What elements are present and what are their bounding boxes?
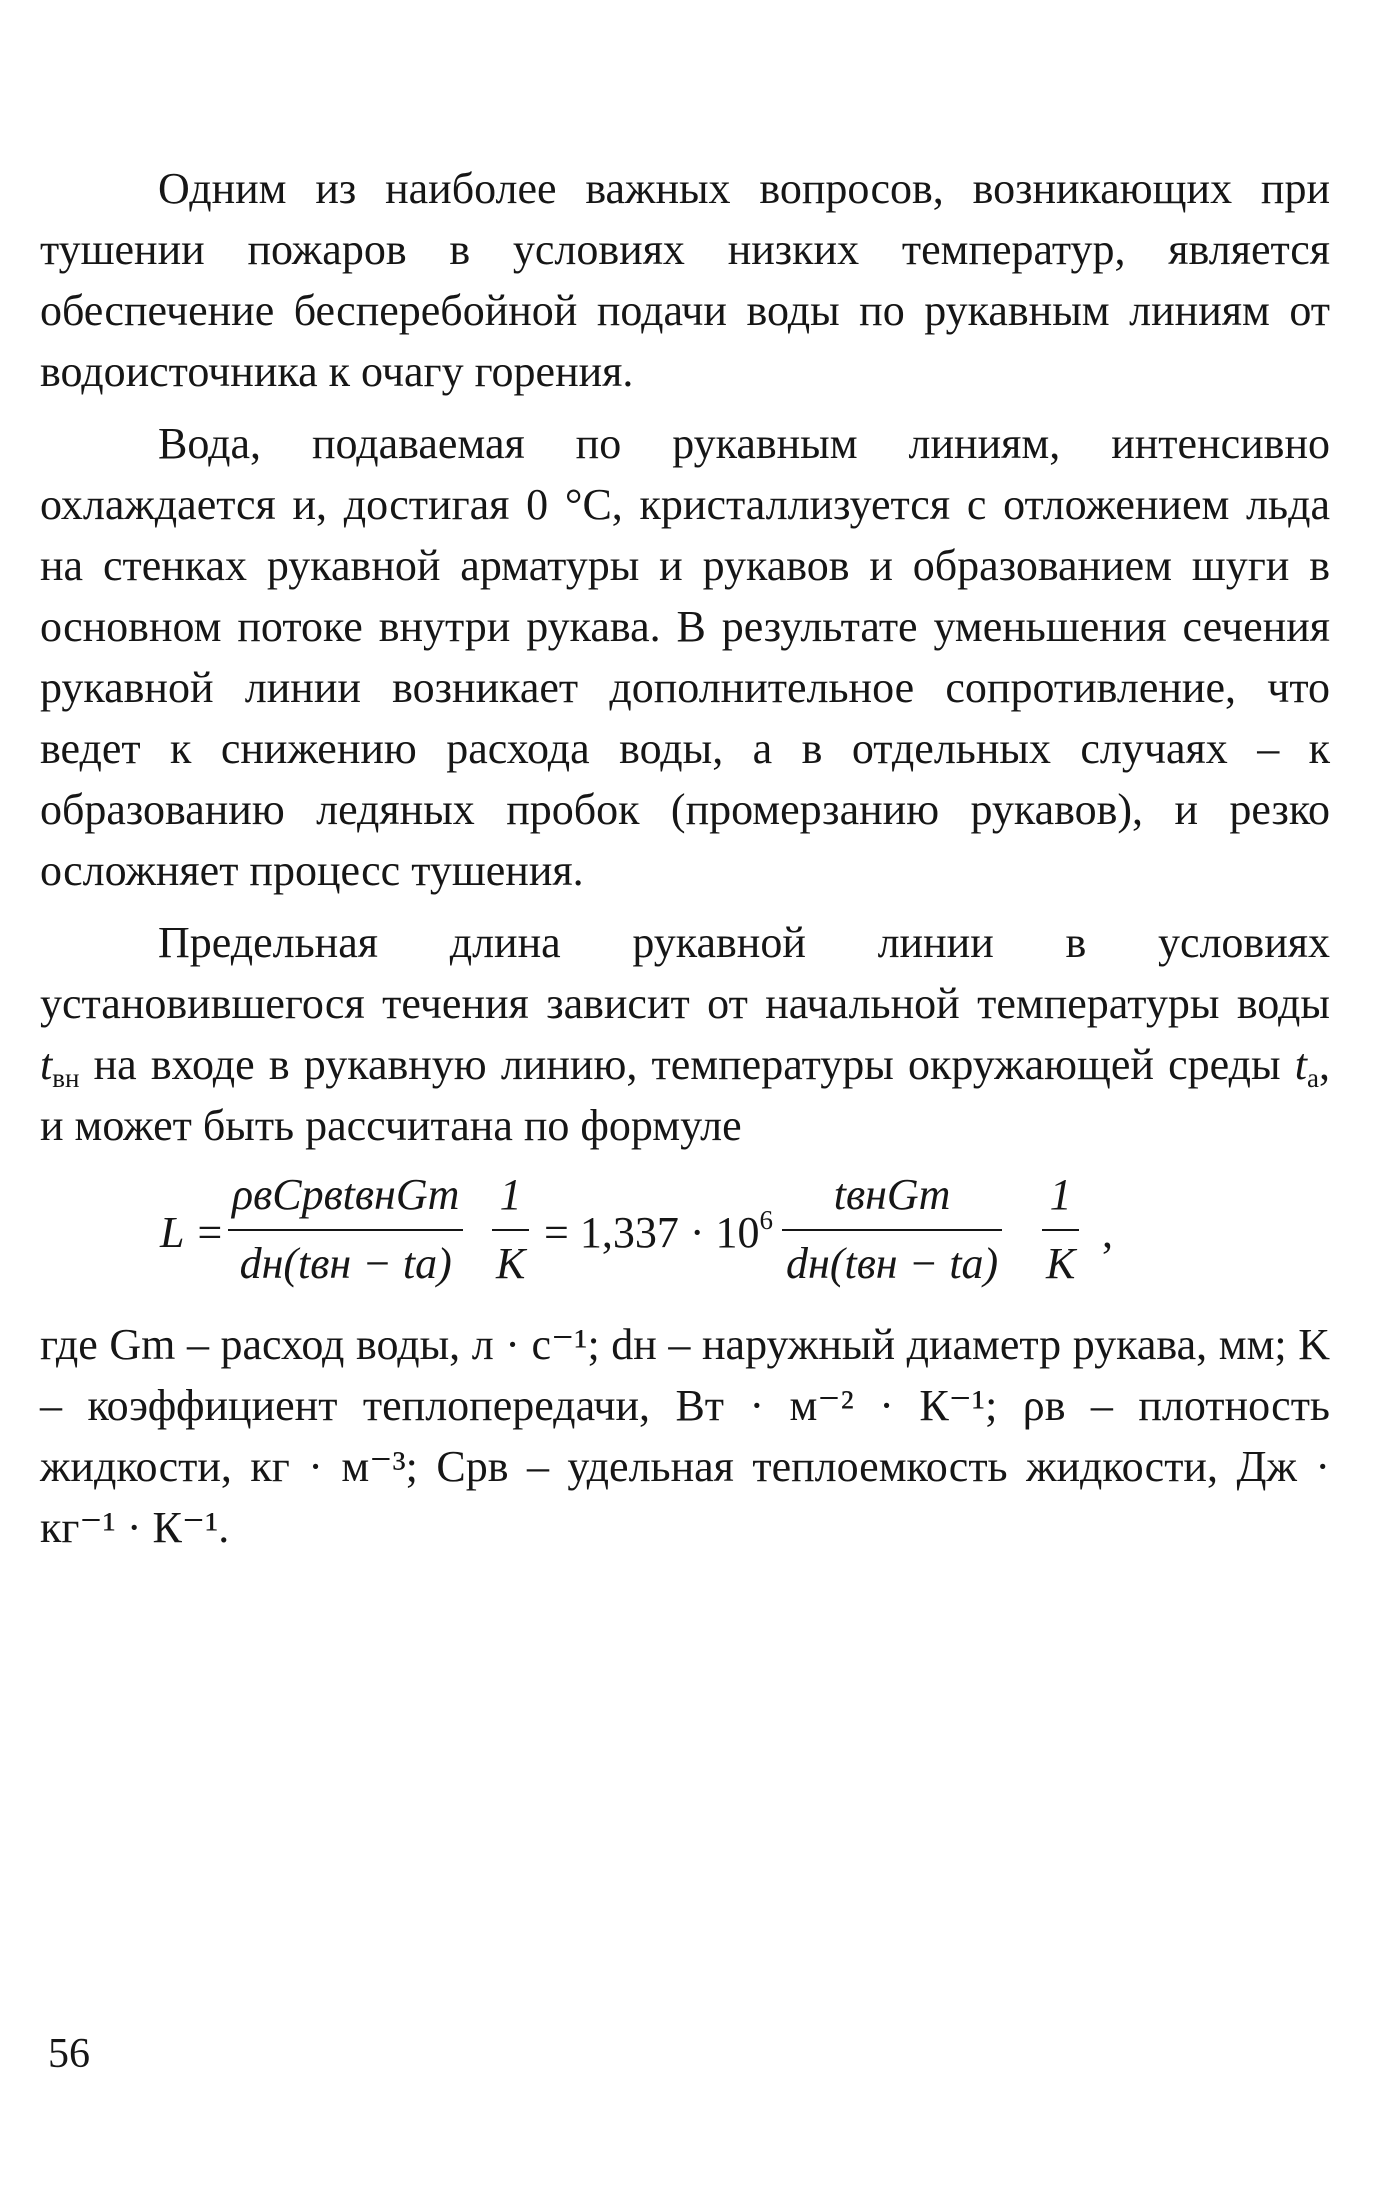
fraction-1-denominator: dн(tвн − tа) [239, 1239, 452, 1288]
symbol-t-vn: $t_{вн}$ [40, 1040, 80, 1093]
formula-fraction-2 [492, 1164, 529, 1294]
fraction-4-numerator: 1 [1049, 1170, 1072, 1219]
formula [40, 1160, 1330, 1296]
paragraph-3-text-b: на входе в рукавную линию, температуры окружающей среды [79, 1040, 1295, 1089]
paragraph-3-text-a: Предельная длина рукавной линии в условиях установившегося течения зависит от начальной температуры воды [40, 918, 1330, 1028]
fraction-4-denominator: K [1046, 1239, 1076, 1288]
page-number: 56 [48, 2031, 90, 2077]
formula-constant: = $1,337 \cdot 10^6$ [544, 1205, 773, 1257]
paragraph-1: Одним из наиболее важных вопросов, возникающих при тушении пожаров в условиях низких температур, является обеспечение бесперебойной подачи воды по рукавным линиям от водоисточника к очагу горения. [40, 164, 1330, 396]
paragraph-3-text-c: , и может быть рассчитана по формуле [40, 1040, 1330, 1150]
formula-fraction-1 [228, 1164, 463, 1294]
symbol-t-a: $t_а$ [1294, 1040, 1319, 1093]
formula-lhs: L = [160, 1208, 225, 1257]
formula-exponent: 6 [759, 1205, 773, 1235]
formula-fraction-4 [1042, 1164, 1079, 1294]
fraction-3-numerator: tвнGm [833, 1170, 951, 1219]
fraction-1-numerator: ρвCрвtвнGm [232, 1170, 460, 1219]
fraction-3-denominator: dн(tвн − tа) [786, 1239, 999, 1288]
formula-legend: где Gm – расход воды, л · с⁻¹; dн – наружный диаметр рукава, мм; K – коэффициент теплопередачи, Вт · м⁻² · К⁻¹; ρв – плотность жидкости, кг · м⁻³; Cрв – удельная теплоемкость жидкости, Дж · кг⁻¹ · К⁻¹. [40, 1320, 1330, 1552]
formula-comma: , [1102, 1208, 1113, 1257]
fraction-2-denominator: K [496, 1239, 526, 1288]
paragraph-2: Вода, подаваемая по рукавным линиям, интенсивно охлаждается и, достигая 0 °С, кристаллизуется с отложением льда на стенках рукавной арматуры и рукавов и образованием шуги в основном потоке внутри рукава. В результате уменьшения сечения рукавной линии возникает дополнительное сопротивление, что ведет к снижению расхода воды, а в отдельных случаях – к образованию ледяных пробок (промерзанию рукавов), и резко осложняет процесс тушения. [40, 419, 1330, 895]
formula-fraction-3 [782, 1164, 1002, 1294]
paragraph-3 [40, 912, 1330, 1156]
fraction-2-numerator: 1 [499, 1170, 522, 1219]
body-text [40, 158, 1330, 1558]
